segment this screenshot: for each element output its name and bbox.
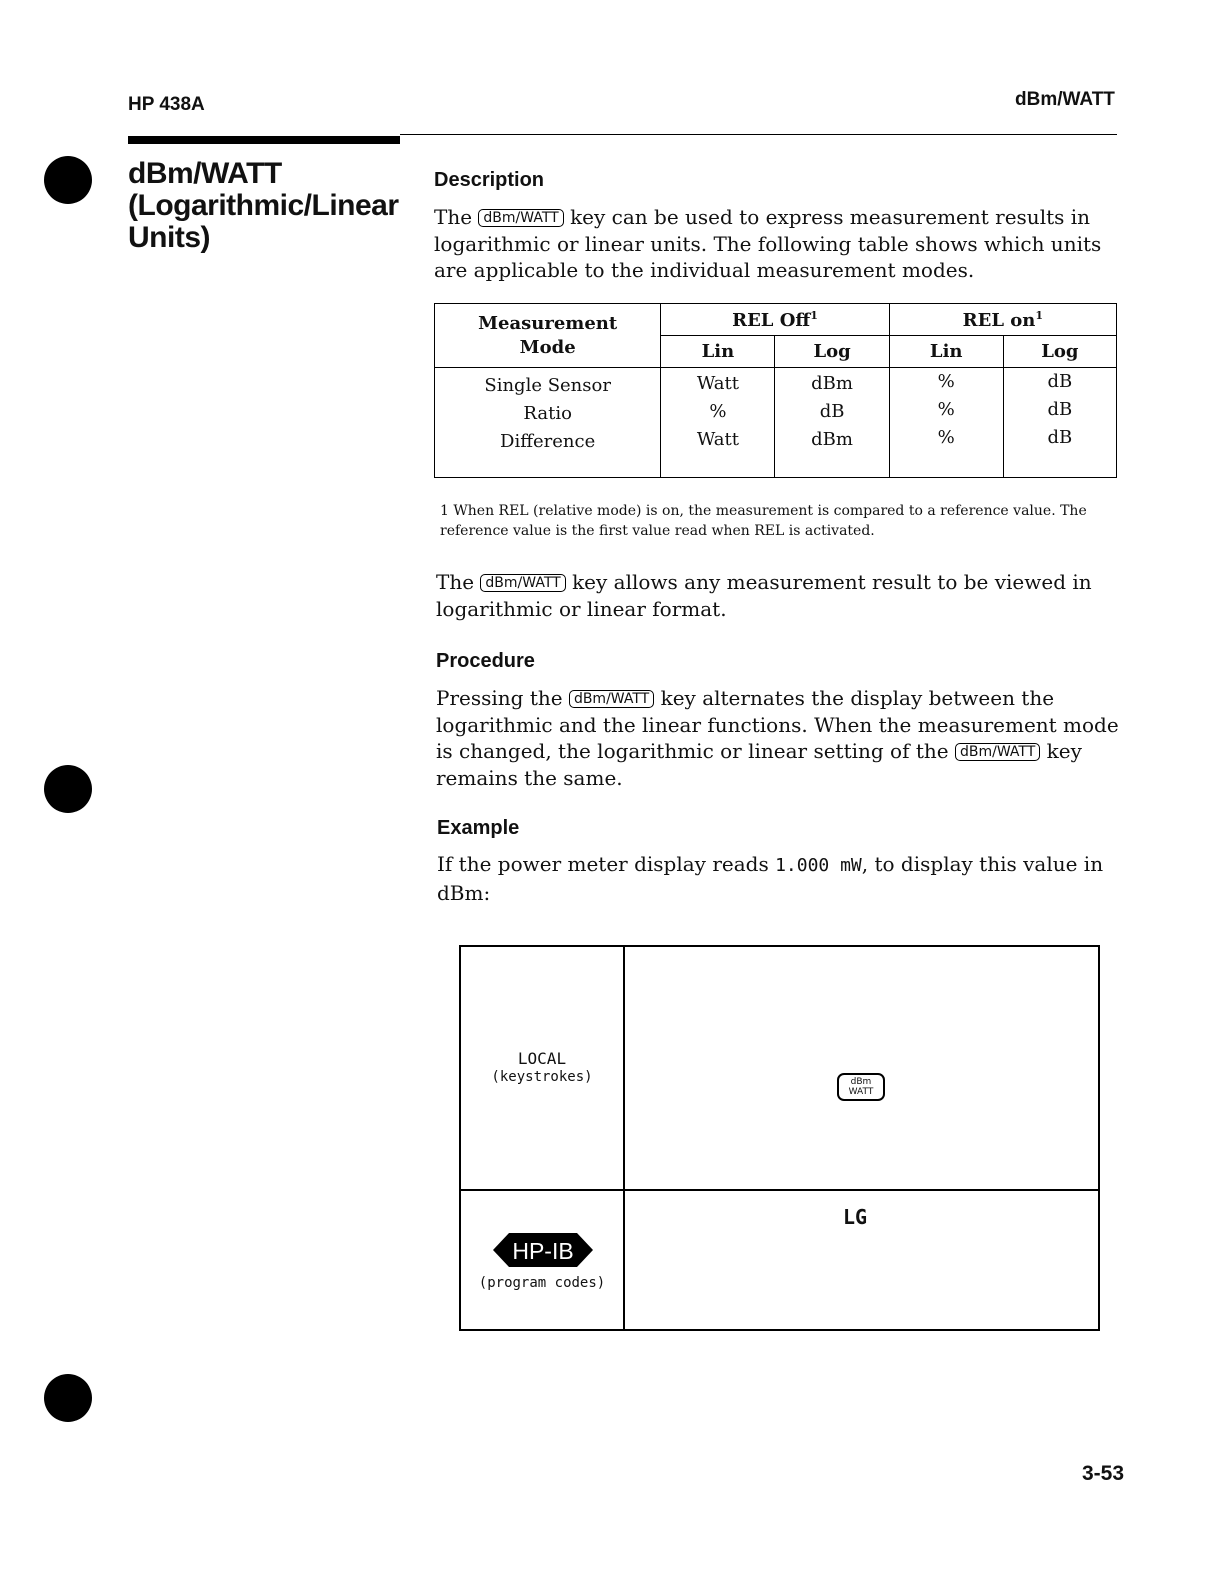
table-on-log-column [1003, 368, 1116, 478]
header-topic: dBm/WATT [1015, 89, 1115, 110]
table-modes-column [435, 368, 661, 478]
table-cell: Watt [696, 429, 739, 450]
footnote-text: When REL (relative mode) is on, the measurement is compared to a reference value. The reference value is the first value read when REL is activated. [440, 503, 1087, 539]
units-table [434, 303, 1117, 478]
keycap-bottom-label: WATT [848, 1087, 874, 1097]
table-cell: dB [1047, 427, 1073, 448]
format-paragraph [436, 569, 1126, 622]
table-subheader-on-log: Log [1003, 336, 1116, 368]
table-off-log-column [775, 368, 889, 478]
table-subheader-off-log: Log [775, 336, 889, 368]
procedure-text-before: Pressing the [436, 686, 563, 710]
procedure-text-after: key remains the same. [436, 739, 1082, 790]
format-text-after: key allows any measurement result to be viewed in logarithmic or linear format. [436, 570, 1092, 621]
table-cell: dB [1047, 371, 1073, 392]
rel-off-label: REL Off [732, 309, 811, 331]
example-text-after: , to display this value in dBm: [437, 852, 1104, 905]
rel-on-label: REL on [962, 309, 1036, 331]
program-code: LG [843, 1205, 868, 1229]
description-text-after: key can be used to express measurement results in logarithmic or linear units. The following table shows which units are applicable to the individual measurement modes. [434, 205, 1102, 282]
table-header-mode-line-1: Measurement [478, 312, 618, 334]
table-header-mode-line-2: Mode [519, 336, 576, 358]
table-cell: % [709, 401, 727, 422]
punch-hole-bottom [44, 1374, 92, 1422]
box-vertical-divider [623, 947, 625, 1329]
table-cell: % [937, 371, 955, 392]
dbm-watt-key-label: dBm/WATT [955, 743, 1040, 761]
example-heading: Example [437, 817, 520, 839]
punch-hole-middle [44, 765, 92, 813]
dbm-watt-key-label: dBm/WATT [478, 209, 563, 227]
header-model: HP 438A [128, 94, 205, 115]
example-procedure-box [459, 945, 1100, 1331]
section-title [128, 158, 398, 254]
hpib-logo-icon [493, 1233, 593, 1267]
table-cell: % [937, 427, 955, 448]
description-text-before: The [434, 205, 473, 229]
table-cell: % [937, 399, 955, 420]
table-subheader-off-lin: Lin [661, 336, 775, 368]
section-title-line-2: (Logarithmic/Linear [128, 189, 399, 222]
table-header-rel-on [889, 304, 1116, 336]
hpib-sublabel: (program codes) [478, 1275, 606, 1291]
table-on-lin-column [889, 368, 1003, 478]
keycap-top-label: dBm [850, 1077, 872, 1087]
local-label: LOCAL [517, 1049, 567, 1068]
table-cell: Watt [696, 373, 739, 394]
table-footnote [440, 501, 1120, 541]
table-cell: dBm [811, 429, 853, 450]
dbm-watt-keycap-icon [837, 1073, 885, 1101]
table-subheader-on-lin: Lin [889, 336, 1003, 368]
procedure-heading: Procedure [436, 650, 535, 672]
section-title-line-1: dBm/WATT [128, 157, 282, 190]
table-cell: Difference [500, 431, 596, 452]
table-cell: dB [1047, 399, 1073, 420]
table-cell: Single Sensor [484, 375, 611, 396]
procedure-paragraph [436, 685, 1121, 791]
footnote-number: 1 [440, 503, 449, 519]
section-title-line-3: Units) [128, 221, 210, 254]
table-off-lin-column [661, 368, 775, 478]
example-paragraph [437, 851, 1127, 906]
format-text-before: The [436, 570, 475, 594]
rel-off-footnote-mark: 1 [810, 308, 818, 322]
header-rule-thick [128, 136, 400, 144]
display-reading: 1.000 mW [775, 855, 862, 876]
box-horizontal-divider [461, 1189, 1098, 1191]
description-paragraph [434, 204, 1124, 284]
dbm-watt-key-label: dBm/WATT [569, 690, 654, 708]
procedure-text-middle: key alternates the display between the logarithmic and the linear functions. When the measurement mode is changed, the logarithmic or linear setting of the [436, 686, 1119, 763]
punch-hole-top [44, 156, 92, 204]
page-number: 3-53 [1082, 1462, 1125, 1485]
header-rule-thin [400, 134, 1117, 135]
table-cell: dBm [811, 373, 853, 394]
table-header-rel-off [661, 304, 889, 336]
table-header-mode [435, 304, 661, 368]
rel-on-footnote-mark: 1 [1035, 308, 1043, 322]
example-text-before: If the power meter display reads [437, 852, 769, 876]
table-cell: Ratio [523, 403, 572, 424]
local-sublabel: (keystrokes) [491, 1069, 593, 1085]
hpib-logo-text: HP-IB [512, 1238, 574, 1264]
description-heading: Description [434, 169, 545, 191]
table-cell: dB [819, 401, 845, 422]
dbm-watt-key-label: dBm/WATT [480, 574, 565, 592]
